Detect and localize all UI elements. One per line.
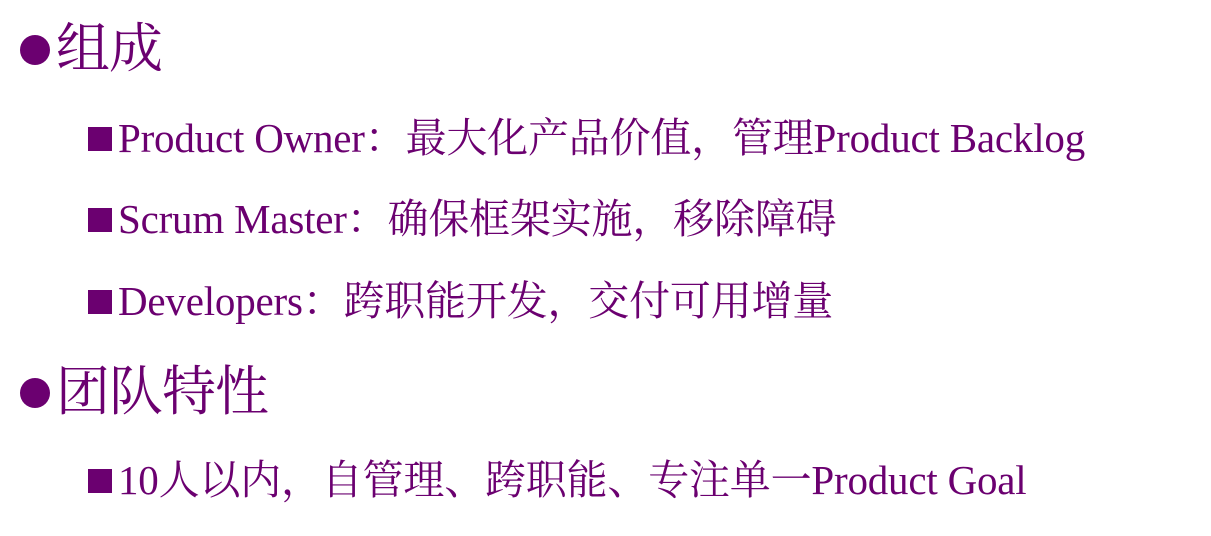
square-bullet-icon — [88, 127, 112, 151]
section-heading-composition — [20, 17, 162, 80]
square-bullet-icon — [88, 469, 112, 493]
list-item-text: Product Owner：最大化产品价值，管理Product Backlog — [118, 115, 1085, 161]
list-item-developers — [88, 278, 834, 324]
list-item-text: Developers：跨职能开发，交付可用增量 — [118, 278, 834, 324]
list-item-product-owner — [88, 115, 1085, 161]
list-item-scrum-master — [88, 196, 837, 242]
list-item-text: Scrum Master：确保框架实施，移除障碍 — [118, 196, 837, 242]
section-heading-team-traits — [20, 360, 268, 423]
section-heading-text: 组成 — [56, 17, 162, 80]
square-bullet-icon — [88, 208, 112, 232]
square-bullet-icon — [88, 290, 112, 314]
circle-bullet-icon — [20, 35, 50, 65]
section-heading-text: 团队特性 — [56, 360, 268, 423]
circle-bullet-icon — [20, 378, 50, 408]
list-item-team-size — [88, 457, 1027, 503]
list-item-text: 10人以内，自管理、跨职能、专注单一Product Goal — [118, 457, 1027, 503]
